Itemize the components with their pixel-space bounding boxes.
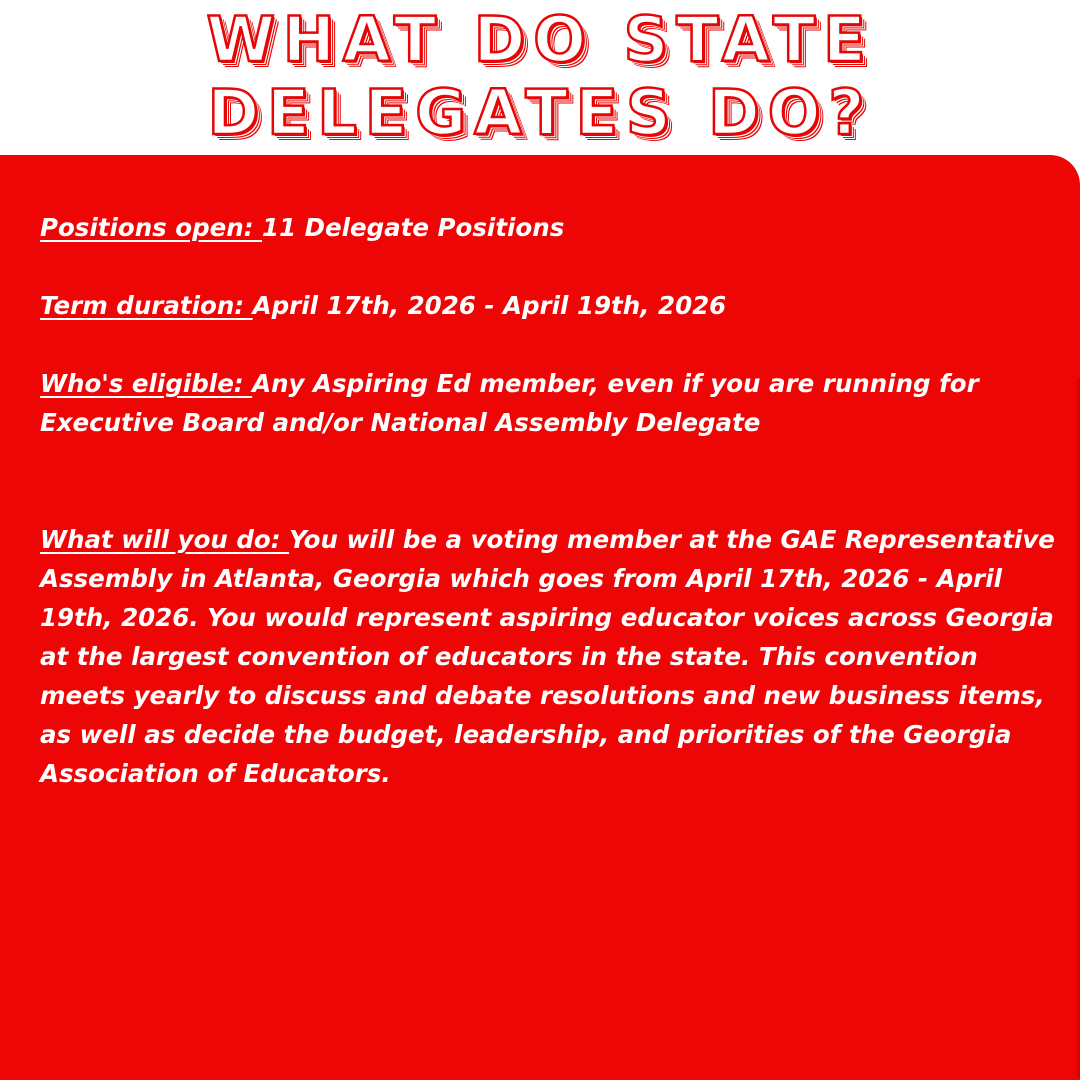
content-body [40,208,1065,793]
title-line-2: DELEGATES DO? [207,76,873,149]
positions-paragraph [40,208,1065,247]
eligible-label: Who's eligible: [40,369,253,398]
page-title [0,0,1080,153]
duties-label: What will you do: [40,525,290,554]
positions-label: Positions open: [40,213,263,242]
spacer [40,442,1065,520]
title-line-1: WHAT DO STATE [206,3,874,76]
eligible-text: Any Aspiring Ed member, even if you are running for Executive Board and/or National Assembly Delegate [40,369,979,437]
term-label: Term duration: [40,291,253,320]
spacer [40,247,1065,286]
duties-text: You will be a voting member at the GAE Representative Assembly in Atlanta, Georgia which goes from April 17th, 2026 - April 19th, 2026. You would represent aspiring educator voices across Georgia at the largest convention of educators in the state. This convention meets yearly to discuss and debate resolutions and new business items, as well as decide the budget, leadership, and priorities of the Georgia Association of Educators. [40,525,1055,788]
eligible-paragraph [40,364,1065,442]
duties-paragraph [40,520,1065,793]
positions-text: 11 Delegate Positions [262,213,565,242]
spacer [40,325,1065,364]
term-text: April 17th, 2026 - April 19th, 2026 [252,291,727,320]
term-paragraph [40,286,1065,325]
